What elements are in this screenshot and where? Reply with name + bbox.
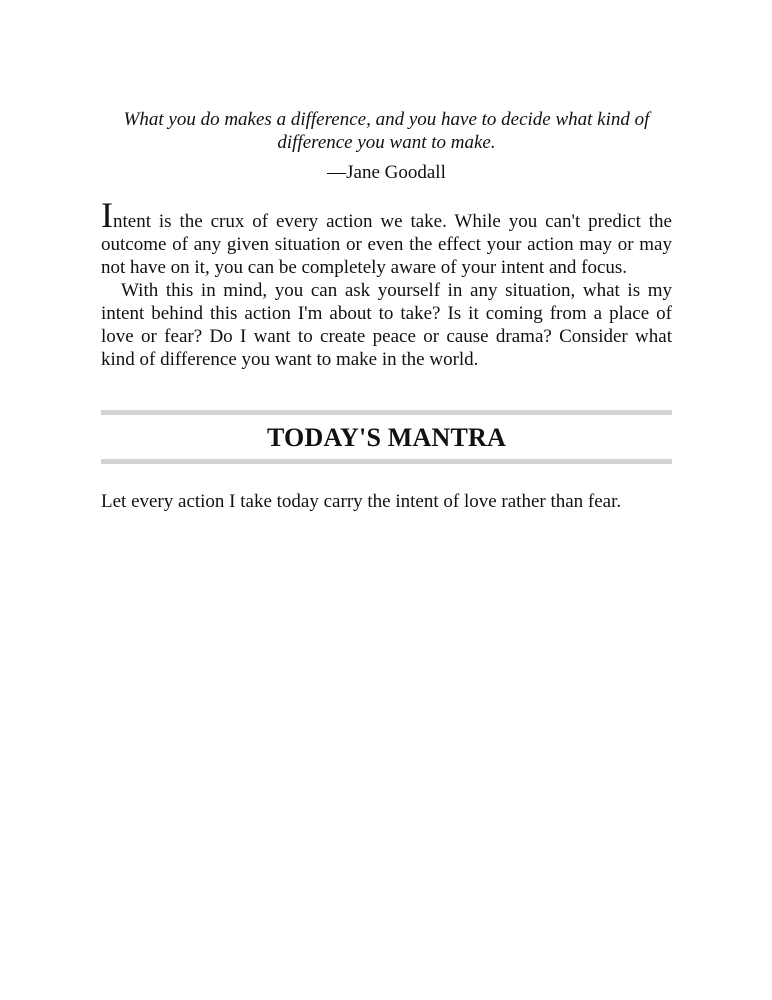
section-rule-top	[101, 410, 672, 415]
paragraph-1	[101, 195, 672, 279]
paragraph-2: With this in mind, you can ask yourself in any situation, what is my intent behind this action I'm about to take? Is it coming from a place of love or fear? Do I want to create peace or cause drama? Consider what kind of difference you want to make in the world.	[101, 280, 672, 370]
mantra-text: Let every action I take today carry the intent of love rather than fear.	[101, 491, 622, 512]
epigraph-line-2: difference you want to make.	[277, 132, 496, 153]
epigraph-line-1: What you do makes a difference, and you have to decide what kind of	[123, 109, 650, 130]
body-text	[101, 195, 672, 371]
section-rule-bottom	[101, 459, 672, 464]
mantra-heading: TODAY'S MANTRA	[266, 423, 506, 452]
epigraph-quote	[101, 108, 672, 154]
paragraph-1-text: ntent is the crux of every action we take. While you can't predict the outcome of any given situation or even the effect your action may or may not have on it, you can be completely aware of your intent and focus.	[101, 211, 672, 278]
drop-cap: I	[101, 195, 113, 235]
epigraph-attribution: —Jane Goodall	[327, 162, 446, 183]
